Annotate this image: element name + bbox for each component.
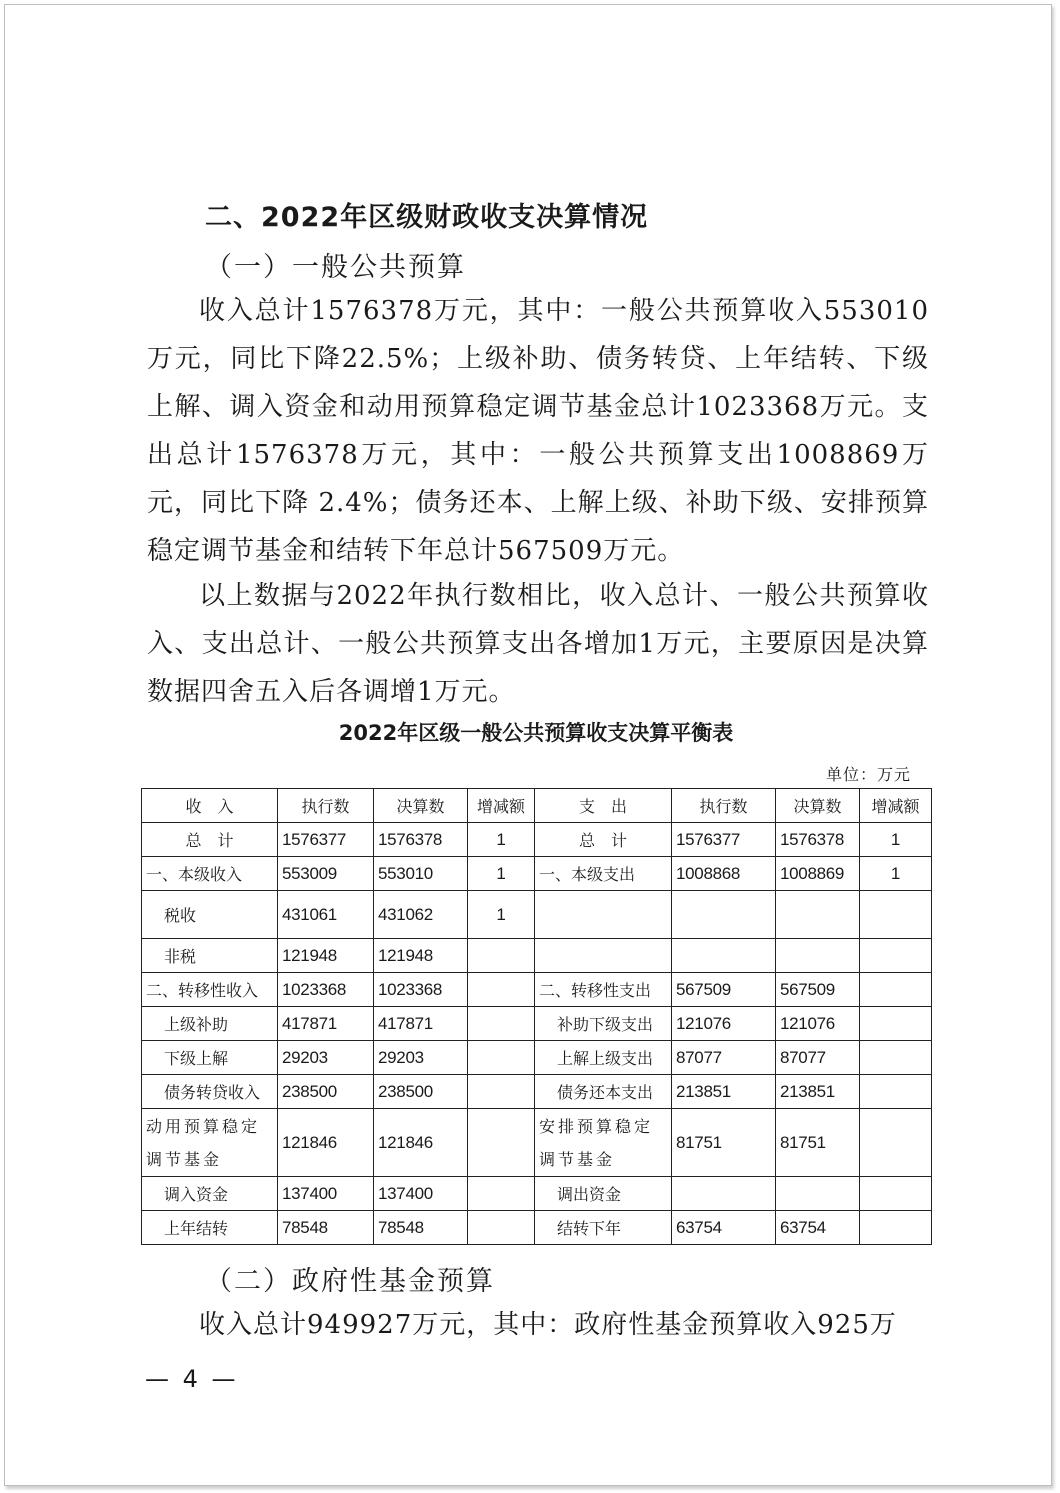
- cell-value: [860, 891, 932, 939]
- table-row: [142, 939, 932, 973]
- row-label: [535, 939, 672, 973]
- paragraph-2: 以上数据与2022年执行数相比，收入总计、一般公共预算收入、支出总计、一般公共预算支出各增加1万元，主要原因是决算数据四舍五入后各调增1万元。: [147, 581, 929, 707]
- cell-value: 1: [860, 823, 932, 857]
- cell-value: [468, 1109, 535, 1177]
- cell-value: 87077: [776, 1041, 860, 1075]
- row-label: 调入资金: [142, 1177, 278, 1211]
- cell-value: 553010: [374, 857, 468, 891]
- row-label: 调出资金: [535, 1177, 672, 1211]
- table-unit: 单位：万元: [825, 765, 911, 784]
- cell-value: 137400: [278, 1177, 374, 1211]
- row-label: 上解上级支出: [535, 1041, 672, 1075]
- row-label: 二、转移性收入: [142, 973, 278, 1007]
- header-final: 决算数: [374, 789, 468, 823]
- cell-value: [468, 1041, 535, 1075]
- cell-value: [468, 1075, 535, 1109]
- cell-value: 63754: [672, 1211, 776, 1245]
- row-label: 动用预算稳定调节基金: [142, 1109, 278, 1177]
- cell-value: 431061: [278, 891, 374, 939]
- cell-value: 137400: [374, 1177, 468, 1211]
- cell-value: 78548: [374, 1211, 468, 1245]
- budget-balance-table: [141, 788, 932, 1245]
- cell-value: 121846: [374, 1109, 468, 1177]
- cell-value: 417871: [278, 1007, 374, 1041]
- cell-value: 87077: [672, 1041, 776, 1075]
- cell-value: 1023368: [374, 973, 468, 1007]
- cell-value: 121846: [278, 1109, 374, 1177]
- cell-value: [860, 1007, 932, 1041]
- cell-value: 567509: [776, 973, 860, 1007]
- cell-value: 238500: [278, 1075, 374, 1109]
- document-page: [4, 4, 1052, 1486]
- cell-value: 29203: [278, 1041, 374, 1075]
- row-label: 上级补助: [142, 1007, 278, 1041]
- cell-value: [860, 1177, 932, 1211]
- cell-value: 1008869: [776, 857, 860, 891]
- row-label: 总 计: [142, 823, 278, 857]
- header-executed-2: 执行数: [672, 789, 776, 823]
- cell-value: 81751: [776, 1109, 860, 1177]
- cell-value: [776, 939, 860, 973]
- cell-value: 431062: [374, 891, 468, 939]
- header-final-2: 决算数: [776, 789, 860, 823]
- row-label: 一、本级支出: [535, 857, 672, 891]
- table-row: [142, 891, 932, 939]
- cell-value: [860, 939, 932, 973]
- table-title: 2022年区级一般公共预算收支决算平衡表: [338, 721, 734, 745]
- table-row: [142, 973, 932, 1007]
- header-income: 收 入: [142, 789, 278, 823]
- row-label: 下级上解: [142, 1041, 278, 1075]
- cell-value: [860, 973, 932, 1007]
- cell-value: 1: [860, 857, 932, 891]
- cell-value: [468, 1007, 535, 1041]
- paragraph-1: 收入总计1576378万元，其中：一般公共预算收入553010万元，同比下降22.5%；上级补助、债务转贷、上年结转、下级上解、调入资金和动用预算稳定调节基金总计1023368万元。支出总计1576378万元，其中：一般公共预算支出1008869万元，同比下降 2.4%；债务还本、上解上级、补助下级、安排预算稳定调节基金和结转下年总计567509万元。: [147, 296, 929, 566]
- cell-value: [776, 1177, 860, 1211]
- cell-value: 78548: [278, 1211, 374, 1245]
- row-label: 安排预算稳定调节基金: [535, 1109, 672, 1177]
- cell-value: 1576378: [374, 823, 468, 857]
- cell-value: 1576377: [672, 823, 776, 857]
- header-expense: 支 出: [535, 789, 672, 823]
- table-row: [142, 1211, 932, 1245]
- row-label: 结转下年: [535, 1211, 672, 1245]
- row-label: [535, 891, 672, 939]
- cell-value: [672, 891, 776, 939]
- cell-value: [776, 891, 860, 939]
- cell-value: [468, 1211, 535, 1245]
- cell-value: 29203: [374, 1041, 468, 1075]
- table-header-row: [142, 789, 932, 823]
- cell-value: [860, 1041, 932, 1075]
- cell-value: 81751: [672, 1109, 776, 1177]
- table-row: [142, 823, 932, 857]
- table-row: [142, 857, 932, 891]
- cell-value: 1: [468, 891, 535, 939]
- row-label: 税收: [142, 891, 278, 939]
- cell-value: 1008868: [672, 857, 776, 891]
- table-row: [142, 1177, 932, 1211]
- cell-value: 417871: [374, 1007, 468, 1041]
- cell-value: [672, 939, 776, 973]
- cell-value: 238500: [374, 1075, 468, 1109]
- cell-value: 121076: [672, 1007, 776, 1041]
- cell-value: 121948: [374, 939, 468, 973]
- page-number: — 4 —: [145, 1365, 239, 1393]
- row-label: 非税: [142, 939, 278, 973]
- cell-value: 567509: [672, 973, 776, 1007]
- row-label: 二、转移性支出: [535, 973, 672, 1007]
- cell-value: [860, 1109, 932, 1177]
- cell-value: 1023368: [278, 973, 374, 1007]
- cell-value: [468, 1177, 535, 1211]
- subsection-heading-2: （二）政府性基金预算: [205, 1266, 495, 1297]
- table-row: [142, 1041, 932, 1075]
- paragraph-3: 收入总计949927万元，其中：政府性基金预算收入925万: [199, 1310, 897, 1340]
- row-label: 上年结转: [142, 1211, 278, 1245]
- header-executed: 执行数: [278, 789, 374, 823]
- cell-value: [672, 1177, 776, 1211]
- cell-value: [468, 939, 535, 973]
- header-change-2: 增减额: [860, 789, 932, 823]
- cell-value: 63754: [776, 1211, 860, 1245]
- cell-value: [468, 973, 535, 1007]
- cell-value: [860, 1211, 932, 1245]
- cell-value: 213851: [776, 1075, 860, 1109]
- cell-value: 553009: [278, 857, 374, 891]
- cell-value: [860, 1075, 932, 1109]
- cell-value: 121076: [776, 1007, 860, 1041]
- cell-value: 1576377: [278, 823, 374, 857]
- cell-value: 1: [468, 823, 535, 857]
- table-row: [142, 1007, 932, 1041]
- table-row: [142, 1075, 932, 1109]
- subsection-heading-1: （一）一般公共预算: [205, 252, 466, 283]
- table-row: [142, 1109, 932, 1177]
- cell-value: 213851: [672, 1075, 776, 1109]
- row-label: 债务还本支出: [535, 1075, 672, 1109]
- row-label: 总 计: [535, 823, 672, 857]
- row-label: 债务转贷收入: [142, 1075, 278, 1109]
- cell-value: 1576378: [776, 823, 860, 857]
- row-label: 补助下级支出: [535, 1007, 672, 1041]
- row-label: 一、本级收入: [142, 857, 278, 891]
- cell-value: 1: [468, 857, 535, 891]
- cell-value: 121948: [278, 939, 374, 973]
- section-heading: 二、2022年区级财政收支决算情况: [205, 202, 649, 233]
- header-change: 增减额: [468, 789, 535, 823]
